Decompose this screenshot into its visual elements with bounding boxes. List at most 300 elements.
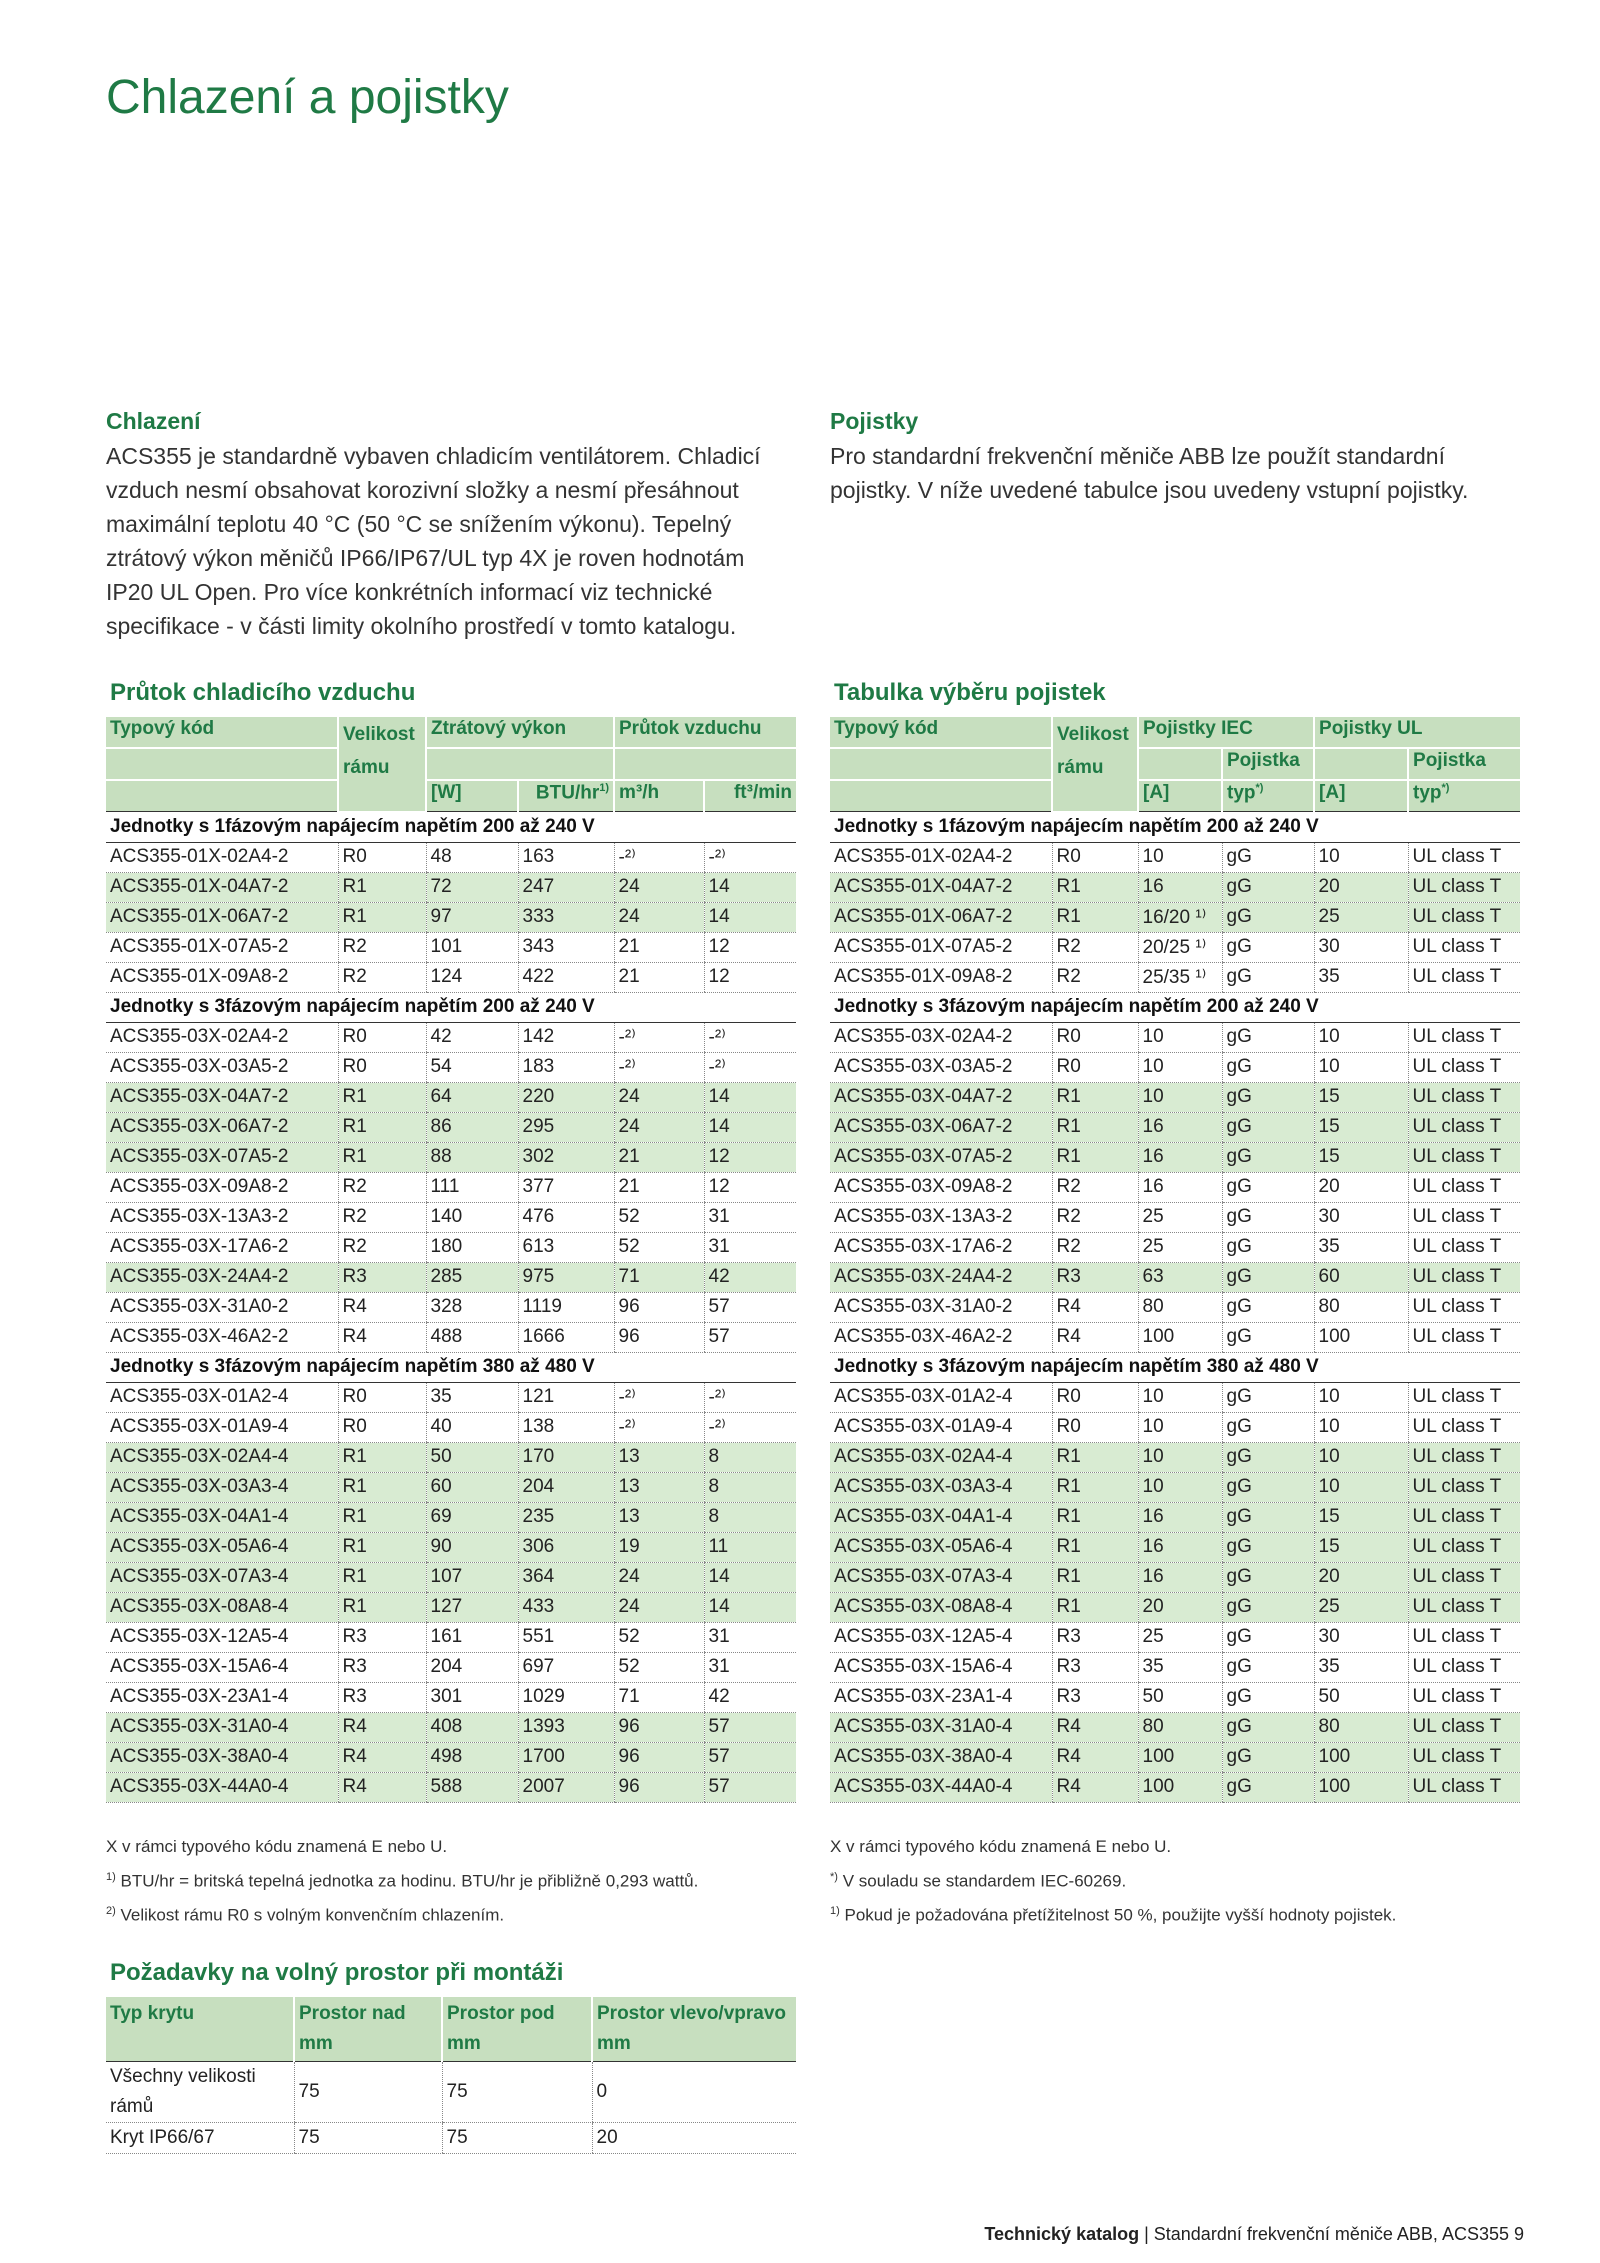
table-row [830, 1472, 1520, 1502]
table-cell: 1119 [518, 1292, 614, 1322]
table-cell: UL class T [1408, 1712, 1520, 1742]
table-cell: 42 [704, 1262, 796, 1292]
table-cell: ACS355-01X-02A4-2 [106, 842, 338, 872]
table-cell: R0 [338, 842, 426, 872]
note-2-mark: 1) [830, 1905, 840, 1918]
header-unit-a-iec: [A] [1138, 780, 1222, 812]
table-cell: 24 [614, 1562, 704, 1592]
table-cell: ACS355-03X-04A7-2 [106, 1082, 338, 1112]
table-row [106, 1442, 796, 1472]
header-empty [1138, 748, 1222, 780]
table-cell: 8 [704, 1502, 796, 1532]
table-cell: -²⁾ [704, 1052, 796, 1082]
table-row [830, 842, 1520, 872]
table-cell: R0 [338, 1022, 426, 1052]
group-row [106, 992, 796, 1022]
table-row [830, 1262, 1520, 1292]
table-cell: UL class T [1408, 1562, 1520, 1592]
table-cell: ACS355-03X-01A2-4 [106, 1382, 338, 1412]
table-cell: R4 [1052, 1742, 1138, 1772]
table-cell: 488 [426, 1322, 518, 1352]
table-cell: 14 [704, 1562, 796, 1592]
table-cell: -²⁾ [614, 1052, 704, 1082]
table-cell: 16 [1138, 872, 1222, 902]
table-cell: 343 [518, 932, 614, 962]
table-row [830, 962, 1520, 992]
table-cell: UL class T [1408, 1532, 1520, 1562]
table-cell: gG [1222, 1622, 1314, 1652]
table-cell: R3 [338, 1652, 426, 1682]
table-cell: 75 [442, 2061, 592, 2122]
note-1-text: BTU/hr = britská tepelná jednotka za hodinu. BTU/hr je přibližně 0,293 wattů. [120, 1871, 699, 1891]
table-cell: 16 [1138, 1142, 1222, 1172]
table-row [106, 1742, 796, 1772]
table-cell: 21 [614, 962, 704, 992]
table-cell: 170 [518, 1442, 614, 1472]
table-cell: 10 [1138, 1412, 1222, 1442]
table-cell: 13 [614, 1472, 704, 1502]
table-cell: R1 [338, 1562, 426, 1592]
header-empty [1314, 748, 1408, 780]
table-cell: UL class T [1408, 1442, 1520, 1472]
table-cell: ACS355-03X-05A6-4 [830, 1532, 1052, 1562]
table-cell: 8 [704, 1472, 796, 1502]
table-cell: gG [1222, 962, 1314, 992]
table-cell: 101 [426, 932, 518, 962]
table-cell: 31 [704, 1652, 796, 1682]
table-cell: UL class T [1408, 1022, 1520, 1052]
table-row [106, 932, 796, 962]
table-cell: 100 [1314, 1742, 1408, 1772]
table-cell: gG [1222, 1712, 1314, 1742]
table-cell: R2 [1052, 1172, 1138, 1202]
table-cell: 302 [518, 1142, 614, 1172]
table-cell: UL class T [1408, 1232, 1520, 1262]
table-cell: gG [1222, 842, 1314, 872]
table-cell: 13 [614, 1502, 704, 1532]
table-cell: ACS355-03X-03A5-2 [830, 1052, 1052, 1082]
table-cell: R3 [1052, 1262, 1138, 1292]
header-type-code: Typový kód [106, 717, 338, 748]
table-cell: R4 [1052, 1292, 1138, 1322]
table-cell: 12 [704, 932, 796, 962]
table-row [106, 1022, 796, 1052]
table-row [106, 842, 796, 872]
group-label: Jednotky s 3fázovým napájecím napětím 200 až 240 V [106, 992, 796, 1022]
table-cell: ACS355-03X-31A0-2 [830, 1292, 1052, 1322]
table-cell: UL class T [1408, 1292, 1520, 1322]
space-table [106, 1997, 796, 2154]
table-cell: 14 [704, 1082, 796, 1112]
table-cell: ACS355-01X-07A5-2 [830, 932, 1052, 962]
table-cell: R4 [338, 1742, 426, 1772]
table-cell: ACS355-01X-06A7-2 [830, 902, 1052, 932]
header-empty [614, 748, 796, 780]
table-cell: R2 [1052, 932, 1138, 962]
header-power-loss: Ztrátový výkon [426, 717, 614, 748]
table-row [830, 1322, 1520, 1352]
table-cell: 306 [518, 1532, 614, 1562]
table-cell: UL class T [1408, 1502, 1520, 1532]
table-cell: 1666 [518, 1322, 614, 1352]
table-cell: R1 [338, 1472, 426, 1502]
table-cell: 100 [1138, 1742, 1222, 1772]
table-cell: gG [1222, 1442, 1314, 1472]
note-1 [106, 1862, 796, 1897]
note-x: X v rámci typového kódu znamená E nebo U. [106, 1836, 448, 1856]
table-cell: 50 [426, 1442, 518, 1472]
table-cell: 10 [1138, 842, 1222, 872]
table-row [106, 1712, 796, 1742]
table-cell: R0 [338, 1052, 426, 1082]
table-cell: 19 [614, 1532, 704, 1562]
table-cell: ACS355-03X-13A3-2 [106, 1202, 338, 1232]
table-cell: ACS355-01X-06A7-2 [106, 902, 338, 932]
table-cell: 433 [518, 1592, 614, 1622]
table-row [830, 1652, 1520, 1682]
table-cell: 16/20 ¹⁾ [1138, 902, 1222, 932]
table-cell: gG [1222, 1382, 1314, 1412]
table-row [106, 1382, 796, 1412]
typ-footnote: *) [1255, 782, 1264, 794]
table-row [830, 1112, 1520, 1142]
table-cell: ACS355-03X-03A3-4 [830, 1472, 1052, 1502]
table-cell: ACS355-03X-06A7-2 [830, 1112, 1052, 1142]
group-label: Jednotky s 1fázovým napájecím napětím 200 až 240 V [830, 812, 1520, 843]
table-cell: UL class T [1408, 1622, 1520, 1652]
table-row [106, 1172, 796, 1202]
table-row [106, 1202, 796, 1232]
header-iec-fuses: Pojistky IEC [1138, 717, 1314, 748]
table-cell: R4 [338, 1712, 426, 1742]
table-cell: 121 [518, 1382, 614, 1412]
table-cell: gG [1222, 1022, 1314, 1052]
table-cell: 80 [1314, 1712, 1408, 1742]
table-cell: 31 [704, 1232, 796, 1262]
space-table-title: Požadavky na volný prostor při montáži [110, 1958, 564, 1986]
table-cell: 48 [426, 842, 518, 872]
table-row [106, 2061, 796, 2122]
table-cell: 96 [614, 1322, 704, 1352]
table-cell: 50 [1314, 1682, 1408, 1712]
table-row [830, 1682, 1520, 1712]
table-cell: 35 [426, 1382, 518, 1412]
table-cell: gG [1222, 1082, 1314, 1112]
table-cell: UL class T [1408, 1682, 1520, 1712]
table-row [830, 1712, 1520, 1742]
table-cell: R0 [1052, 1022, 1138, 1052]
table-cell: 140 [426, 1202, 518, 1232]
table-cell: R1 [1052, 1562, 1138, 1592]
fuse-table-title: Tabulka výběru pojistek [834, 679, 1106, 706]
table-cell: R2 [1052, 1232, 1138, 1262]
table-cell: 408 [426, 1712, 518, 1742]
table-row [106, 1652, 796, 1682]
table-cell: 64 [426, 1082, 518, 1112]
table-cell: 52 [614, 1232, 704, 1262]
table-cell: R2 [338, 1232, 426, 1262]
table-cell: ACS355-03X-01A9-4 [106, 1412, 338, 1442]
table-cell: 86 [426, 1112, 518, 1142]
table-cell: ACS355-03X-02A4-4 [830, 1442, 1052, 1472]
table-cell: ACS355-01X-09A8-2 [830, 962, 1052, 992]
table-cell: ACS355-03X-46A2-2 [830, 1322, 1052, 1352]
left-column [106, 408, 796, 2154]
unit-btu-text: BTU/hr [535, 782, 600, 804]
table-cell: ACS355-01X-04A7-2 [830, 872, 1052, 902]
table-cell: 163 [518, 842, 614, 872]
table-cell: 161 [426, 1622, 518, 1652]
table-cell: ACS355-03X-09A8-2 [830, 1172, 1052, 1202]
table-cell: 12 [704, 1172, 796, 1202]
table-cell: 15 [1314, 1142, 1408, 1172]
table-cell: -²⁾ [704, 1382, 796, 1412]
table-cell: ACS355-03X-15A6-4 [830, 1652, 1052, 1682]
table-cell: UL class T [1408, 1172, 1520, 1202]
table-cell: R1 [1052, 1112, 1138, 1142]
group-label: Jednotky s 3fázovým napájecím napětím 380 až 480 V [106, 1352, 796, 1382]
table-cell: 20 [1314, 1562, 1408, 1592]
footer-catalog: Technický katalog [984, 2224, 1140, 2244]
table-cell: UL class T [1408, 842, 1520, 872]
table-cell: 57 [704, 1292, 796, 1322]
table-cell: 57 [704, 1322, 796, 1352]
table-cell: ACS355-03X-23A1-4 [106, 1682, 338, 1712]
table-cell: gG [1222, 1562, 1314, 1592]
table-cell: 71 [614, 1682, 704, 1712]
typ-text: typ [1227, 782, 1256, 804]
table-cell: -²⁾ [704, 1022, 796, 1052]
table-row [830, 1022, 1520, 1052]
table-cell: ACS355-03X-31A0-2 [106, 1292, 338, 1322]
table-cell: ACS355-03X-03A3-4 [106, 1472, 338, 1502]
table-cell: 57 [704, 1742, 796, 1772]
table-cell: R1 [1052, 1082, 1138, 1112]
table-cell: 20 [592, 2122, 796, 2153]
table-cell: UL class T [1408, 1202, 1520, 1232]
table-cell: R1 [338, 1592, 426, 1622]
table-row [106, 1142, 796, 1172]
table-cell: 301 [426, 1682, 518, 1712]
table-cell: R3 [338, 1262, 426, 1292]
table-cell: 69 [426, 1502, 518, 1532]
table-cell: 204 [518, 1472, 614, 1502]
table-cell: gG [1222, 1142, 1314, 1172]
table-cell: 25 [1314, 1592, 1408, 1622]
table-cell: R3 [1052, 1652, 1138, 1682]
table-cell: ACS355-03X-12A5-4 [106, 1622, 338, 1652]
table-cell: gG [1222, 1742, 1314, 1772]
table-cell: UL class T [1408, 1772, 1520, 1802]
table-row [830, 1232, 1520, 1262]
table-row [106, 1412, 796, 1442]
cooling-text: ACS355 je standardně vybaven chladicím ventilátorem. Chladicí vzduch nesmí obsahovat korozivní složky a nesmí přesáhnout maximální teplotu 40 °C (50 °C se snížením výkonu). Tepelný ztrátový výkon měničů IP66/IP67/UL typ 4X je roven hodnotám IP20 UL Open. Pro více konkrétních informací viz technické specifikace - v části limity okolního prostředí v tomto katalogu. [106, 443, 761, 639]
airflow-table [106, 717, 796, 1803]
table-cell: 75 [294, 2122, 442, 2153]
table-cell: 183 [518, 1052, 614, 1082]
table-cell: R1 [1052, 1502, 1138, 1532]
table-cell: ACS355-03X-46A2-2 [106, 1322, 338, 1352]
page-title: Chlazení a pojistky [106, 71, 509, 124]
table-cell: ACS355-03X-23A1-4 [830, 1682, 1052, 1712]
table-cell: R0 [1052, 842, 1138, 872]
table-cell: ACS355-03X-31A0-4 [830, 1712, 1052, 1742]
fuse-table [830, 717, 1520, 1803]
table-cell: R3 [338, 1682, 426, 1712]
unit-btu-footnote: 1) [599, 782, 609, 794]
table-cell: 328 [426, 1292, 518, 1322]
table-row [106, 1232, 796, 1262]
table-row [106, 902, 796, 932]
space-header-above: Prostor nad mm [294, 1997, 442, 2062]
table-cell: Všechny velikosti rámů [106, 2061, 294, 2122]
table-row [830, 1442, 1520, 1472]
table-cell: 35 [1314, 962, 1408, 992]
table-cell: ACS355-03X-02A4-4 [106, 1442, 338, 1472]
table-cell: UL class T [1408, 1412, 1520, 1442]
table-cell: 30 [1314, 932, 1408, 962]
group-label: Jednotky s 1fázovým napájecím napětím 200 až 240 V [106, 812, 796, 843]
header-ul-fuses: Pojistky UL [1314, 717, 1520, 748]
table-cell: ACS355-03X-17A6-2 [106, 1232, 338, 1262]
table-cell: 10 [1138, 1382, 1222, 1412]
table-cell: 10 [1138, 1472, 1222, 1502]
table-cell: R1 [338, 1112, 426, 1142]
table-cell: 75 [294, 2061, 442, 2122]
table-cell: 16 [1138, 1502, 1222, 1532]
table-cell: 24 [614, 1592, 704, 1622]
table-cell: ACS355-03X-24A4-2 [106, 1262, 338, 1292]
table-cell: 10 [1314, 1472, 1408, 1502]
footer-text: | Standardní frekvenční měniče ABB, ACS355 9 [1139, 2224, 1524, 2244]
table-cell: UL class T [1408, 962, 1520, 992]
table-row [106, 1262, 796, 1292]
table-cell: ACS355-03X-44A0-4 [106, 1772, 338, 1802]
table-row [106, 2122, 796, 2153]
table-cell: R1 [1052, 1442, 1138, 1472]
cooling-heading: Chlazení [106, 408, 201, 434]
table-cell: 24 [614, 1082, 704, 1112]
airflow-table-title: Průtok chladicího vzduchu [110, 679, 416, 706]
table-cell: 90 [426, 1532, 518, 1562]
table-cell: 10 [1138, 1082, 1222, 1112]
table-row [830, 1412, 1520, 1442]
table-cell: UL class T [1408, 1742, 1520, 1772]
header-unit-btu [518, 780, 614, 812]
table-cell: 10 [1138, 1052, 1222, 1082]
table-cell: 2007 [518, 1772, 614, 1802]
typ-footnote: *) [1441, 782, 1450, 794]
table-cell: ACS355-03X-08A8-4 [106, 1592, 338, 1622]
table-row [106, 1502, 796, 1532]
airflow-notes [106, 1831, 796, 1931]
table-cell: 220 [518, 1082, 614, 1112]
table-cell: 30 [1314, 1622, 1408, 1652]
table-cell: 14 [704, 872, 796, 902]
table-cell: ACS355-03X-02A4-2 [830, 1022, 1052, 1052]
table-cell: 24 [614, 902, 704, 932]
table-cell: UL class T [1408, 1082, 1520, 1112]
table-cell: gG [1222, 1592, 1314, 1622]
table-cell: 127 [426, 1592, 518, 1622]
typ-text: typ [1413, 782, 1442, 804]
note-x: X v rámci typového kódu znamená E nebo U. [830, 1836, 1172, 1856]
table-cell: 10 [1138, 1442, 1222, 1472]
table-cell: 24 [614, 872, 704, 902]
table-cell: -²⁾ [704, 1412, 796, 1442]
table-cell: 35 [1314, 1232, 1408, 1262]
table-cell: 16 [1138, 1532, 1222, 1562]
table-cell: UL class T [1408, 902, 1520, 932]
table-row [106, 1532, 796, 1562]
table-cell: 71 [614, 1262, 704, 1292]
table-row [830, 872, 1520, 902]
table-cell: 52 [614, 1202, 704, 1232]
group-label: Jednotky s 3fázovým napájecím napětím 200 až 240 V [830, 992, 1520, 1022]
header-empty [830, 748, 1052, 780]
table-cell: 50 [1138, 1682, 1222, 1712]
table-cell: 100 [1138, 1322, 1222, 1352]
table-cell: gG [1222, 1472, 1314, 1502]
table-cell: 15 [1314, 1112, 1408, 1142]
table-row [106, 1082, 796, 1112]
table-cell: 35 [1314, 1652, 1408, 1682]
table-cell: gG [1222, 1262, 1314, 1292]
table-cell: 235 [518, 1502, 614, 1532]
table-cell: gG [1222, 1172, 1314, 1202]
table-row [830, 902, 1520, 932]
table-cell: 10 [1314, 1412, 1408, 1442]
table-cell: ACS355-03X-44A0-4 [830, 1772, 1052, 1802]
table-cell: 35 [1138, 1652, 1222, 1682]
table-row [830, 1622, 1520, 1652]
table-cell: 124 [426, 962, 518, 992]
page-footer [984, 2224, 1524, 2245]
table-cell: 25 [1314, 902, 1408, 932]
table-cell: R1 [338, 872, 426, 902]
table-cell: ACS355-03X-09A8-2 [106, 1172, 338, 1202]
table-cell: gG [1222, 1322, 1314, 1352]
table-cell: 42 [704, 1682, 796, 1712]
table-cell: 42 [426, 1022, 518, 1052]
table-cell: 60 [1314, 1262, 1408, 1292]
table-cell: ACS355-03X-05A6-4 [106, 1532, 338, 1562]
table-row [830, 1742, 1520, 1772]
table-cell: 16 [1138, 1172, 1222, 1202]
table-cell: UL class T [1408, 1052, 1520, 1082]
table-cell: UL class T [1408, 1592, 1520, 1622]
space-header-below: Prostor pod mm [442, 1997, 592, 2062]
table-cell: 10 [1138, 1022, 1222, 1052]
table-cell: 0 [592, 2061, 796, 2122]
table-cell: R2 [338, 962, 426, 992]
table-cell: UL class T [1408, 1652, 1520, 1682]
table-cell: 1029 [518, 1682, 614, 1712]
table-cell: R0 [1052, 1052, 1138, 1082]
table-cell: 96 [614, 1772, 704, 1802]
table-cell: 588 [426, 1772, 518, 1802]
table-cell: 21 [614, 932, 704, 962]
group-row [830, 1352, 1520, 1382]
table-cell: 80 [1138, 1712, 1222, 1742]
table-cell: 20 [1138, 1592, 1222, 1622]
table-cell: R2 [338, 1172, 426, 1202]
table-cell: 80 [1138, 1292, 1222, 1322]
fuse-notes [830, 1831, 1520, 1931]
table-cell: R2 [1052, 1202, 1138, 1232]
table-cell: ACS355-03X-07A3-4 [106, 1562, 338, 1592]
table-cell: ACS355-01X-04A7-2 [106, 872, 338, 902]
